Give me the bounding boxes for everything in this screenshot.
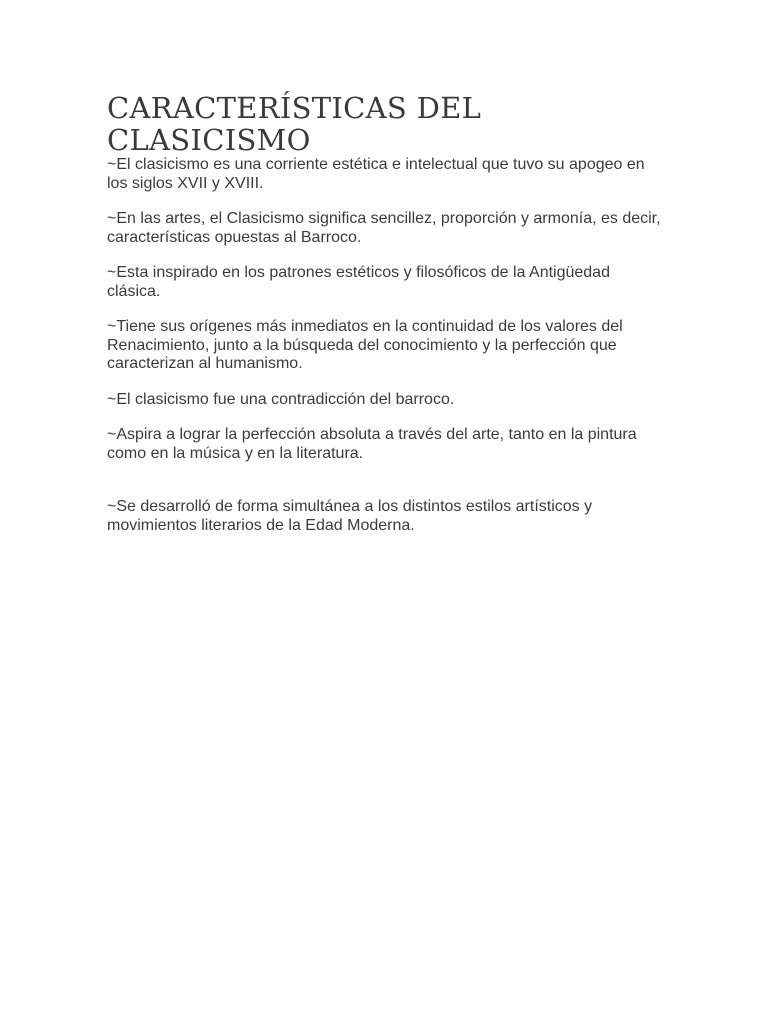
paragraph-3: ~Esta inspirado en los patrones estéticos y filosóficos de la Antigüedad clásica. (107, 264, 610, 300)
paragraph-2: ~En las artes, el Clasicismo significa sencillez, proporción y armonía, es decir, características opuestas al Barroco. (107, 210, 661, 246)
paragraph-6: ~Aspira a lograr la perfección absoluta a través del arte, tanto en la pintura como en la música y en la literatura. (107, 426, 637, 462)
paragraph-1: ~El clasicismo es una corriente estética e intelectual que tuvo su apogeo en los siglos XVII y XVIII. (107, 156, 645, 192)
document-title (107, 92, 667, 156)
paragraph-7: ~Se desarrolló de forma simultánea a los distintos estilos artísticos y movimientos literarios de la Edad Moderna. (107, 498, 593, 534)
title-line-1: CARACTERÍSTICAS DEL (107, 91, 482, 125)
paragraph-5: ~El clasicismo fue una contradicción del barroco. (107, 390, 455, 408)
paragraph-4: ~Tiene sus orígenes más inmediatos en la continuidad de los valores del Renacimiento, junto a la búsqueda del conocimiento y la perfección que caracterizan al humanismo. (107, 318, 623, 372)
document-body (107, 92, 667, 552)
title-line-2: CLASICISMO (107, 123, 311, 157)
